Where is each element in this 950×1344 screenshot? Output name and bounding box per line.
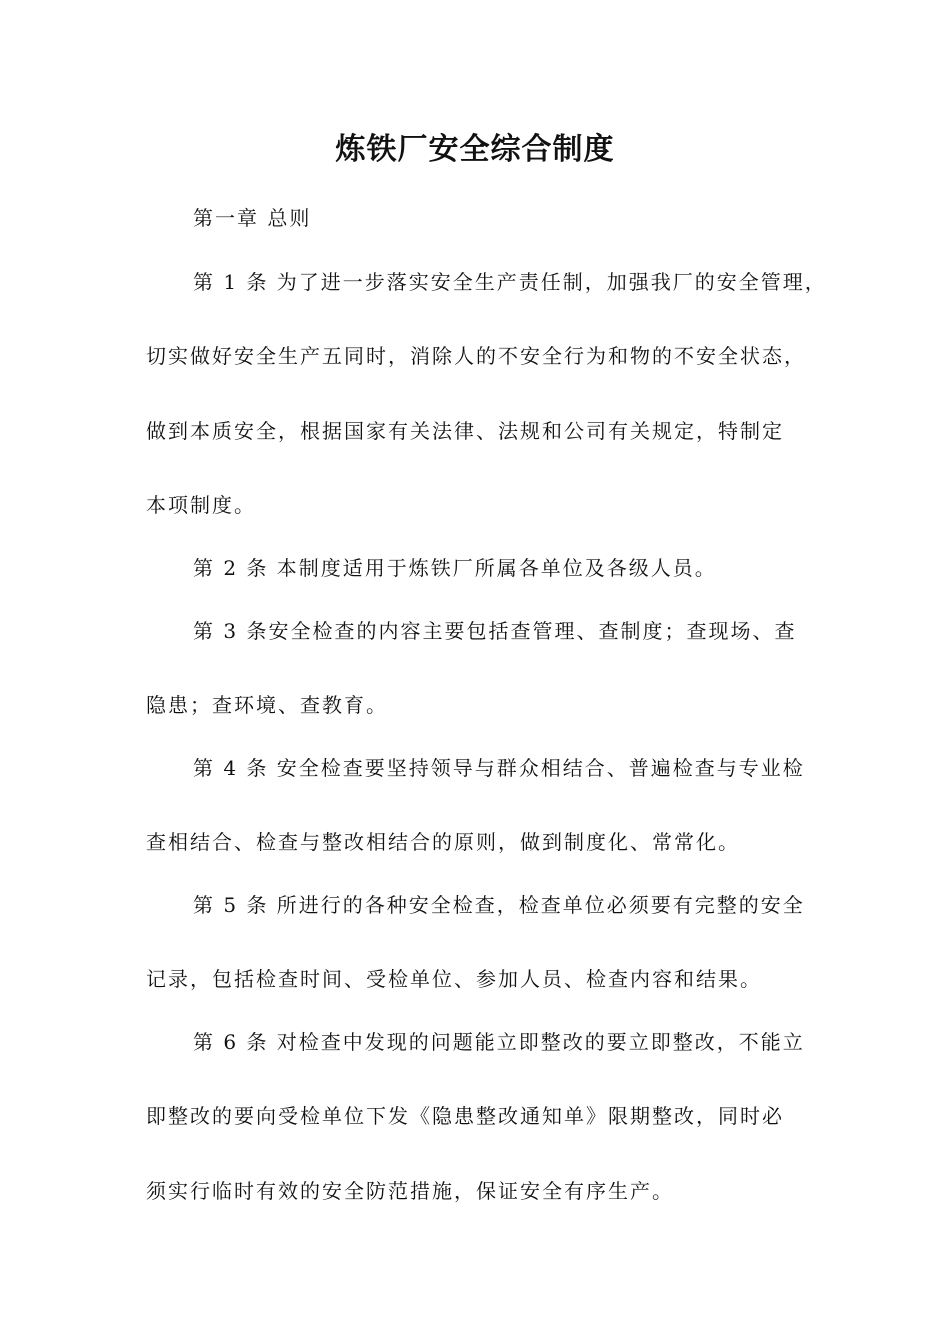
- paragraph-line: 须实行临时有效的安全防范措施，保证安全有序生产。: [146, 1179, 674, 1203]
- paragraph-line: 第 3 条安全检查的内容主要包括查管理、查制度；查现场、查: [193, 619, 797, 643]
- paragraph-line: 第 2 条 本制度适用于炼铁厂所属各单位及各级人员。: [193, 556, 717, 580]
- chapter-heading: 第一章 总则: [193, 206, 312, 230]
- paragraph-line: 切实做好安全生产五同时，消除人的不安全行为和物的不安全状态，: [146, 344, 806, 368]
- paragraph-line: 第 6 条 对检查中发现的问题能立即整改的要立即整改，不能立: [193, 1030, 805, 1054]
- paragraph-line: 隐患；查环境、查教育。: [146, 693, 388, 717]
- paragraph-line: 即整改的要向受检单位下发《隐患整改通知单》限期整改，同时必: [146, 1104, 784, 1128]
- paragraph-line: 本项制度。: [146, 493, 256, 517]
- paragraph-line: 第 5 条 所进行的各种安全检查，检查单位必须要有完整的安全: [193, 893, 805, 917]
- paragraph-line: 记录，包括检查时间、受检单位、参加人员、检查内容和结果。: [146, 967, 762, 991]
- paragraph-line: 第 4 条 安全检查要坚持领导与群众相结合、普遍检查与专业检: [193, 756, 805, 780]
- document-title: 炼铁厂安全综合制度: [335, 132, 615, 167]
- paragraph-line: 查相结合、检查与整改相结合的原则，做到制度化、常常化。: [146, 830, 740, 854]
- paragraph-line: 做到本质安全，根据国家有关法律、法规和公司有关规定，特制定: [146, 419, 784, 443]
- paragraph-line: 第 1 条 为了进一步落实安全生产责任制，加强我厂的安全管理，: [193, 270, 827, 294]
